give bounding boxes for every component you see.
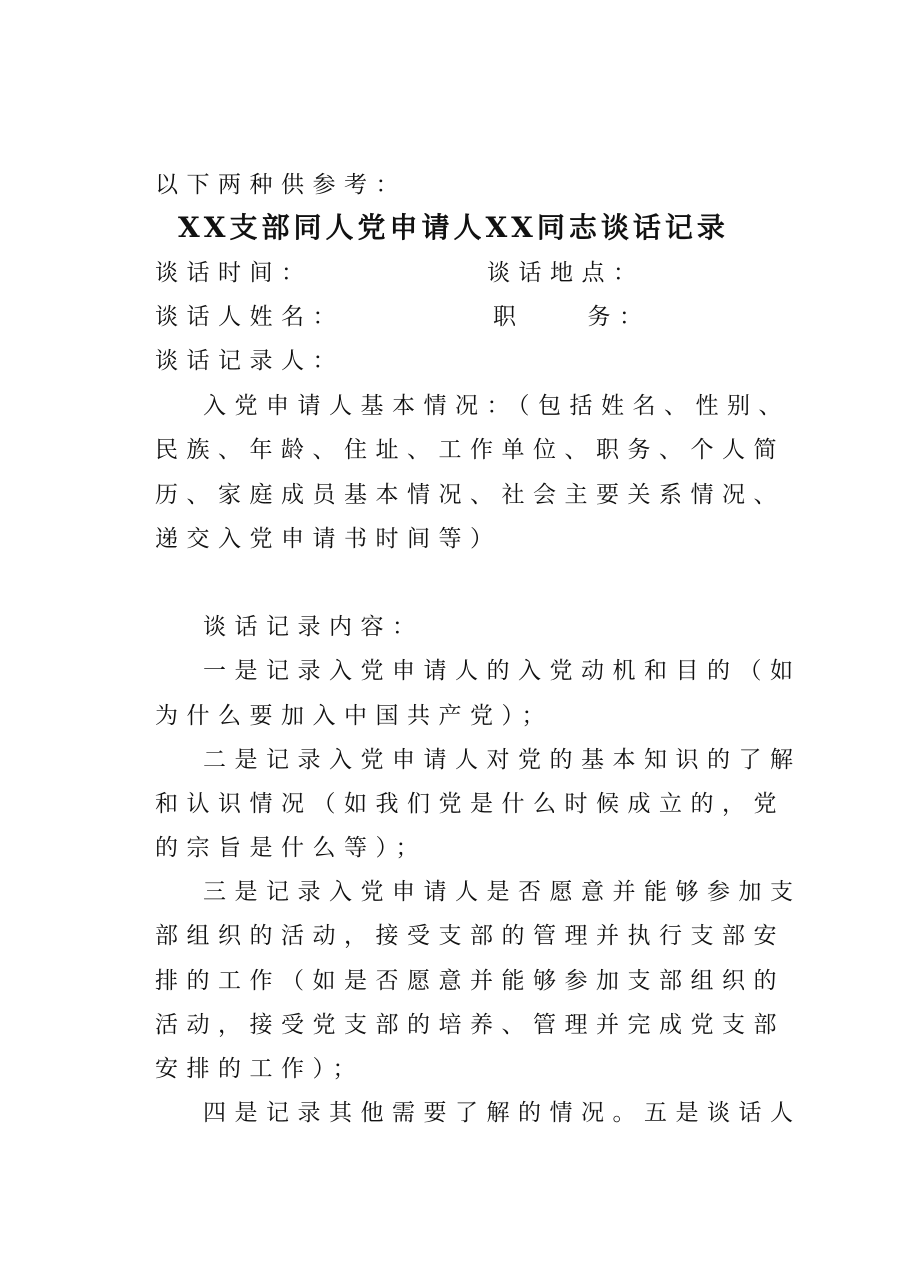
name-label: 谈话人姓名： (155, 304, 344, 330)
document-title: XX支部同人党申请人XX同志谈话记录 (178, 211, 729, 244)
place-label: 谈话地点： (487, 260, 645, 286)
content-line: 四是记录其他需要了解的情况。五是谈话人 (203, 1100, 802, 1126)
basic-info-line: 递交入党申请书时间等） (155, 526, 502, 552)
content-line: 安排的工作）； (155, 1056, 364, 1082)
content-line: 一是记录入党申请人的入党动机和目的（如 (203, 658, 802, 684)
basic-info-line: 历、家庭成员基本情况、社会主要关系情况、 (155, 482, 785, 508)
basic-info-line: 入党申请人基本情况：（包括姓名、性别、 (203, 393, 790, 419)
content-line: 活动，接受党支部的培养、管理并完成党支部 (155, 1012, 785, 1038)
content-line: 二是记录入党申请人对党的基本知识的了解 (203, 747, 802, 773)
intro-text: 以下两种供参考： (155, 172, 407, 198)
content-line: 排的工作（如是否愿意并能够参加支部组织的 (155, 968, 785, 994)
basic-info-line: 民族、年龄、住址、工作单位、职务、个人简 (155, 437, 785, 463)
content-line: 为什么要加入中国共产党）； (155, 703, 553, 729)
position-label: 职 务： (493, 304, 651, 330)
recorder-label: 谈话记录人： (155, 348, 344, 374)
content-line: 部组织的活动，接受支部的管理并执行支部安 (155, 923, 785, 949)
time-label: 谈话时间： (155, 260, 313, 286)
content-heading: 谈话记录内容： (203, 614, 424, 640)
content-line: 的宗旨是什么等）； (155, 835, 427, 861)
content-line: 和认识情况（如我们党是什么时候成立的，党 (155, 791, 785, 817)
content-line: 三是记录入党申请人是否愿意并能够参加支 (203, 879, 802, 905)
